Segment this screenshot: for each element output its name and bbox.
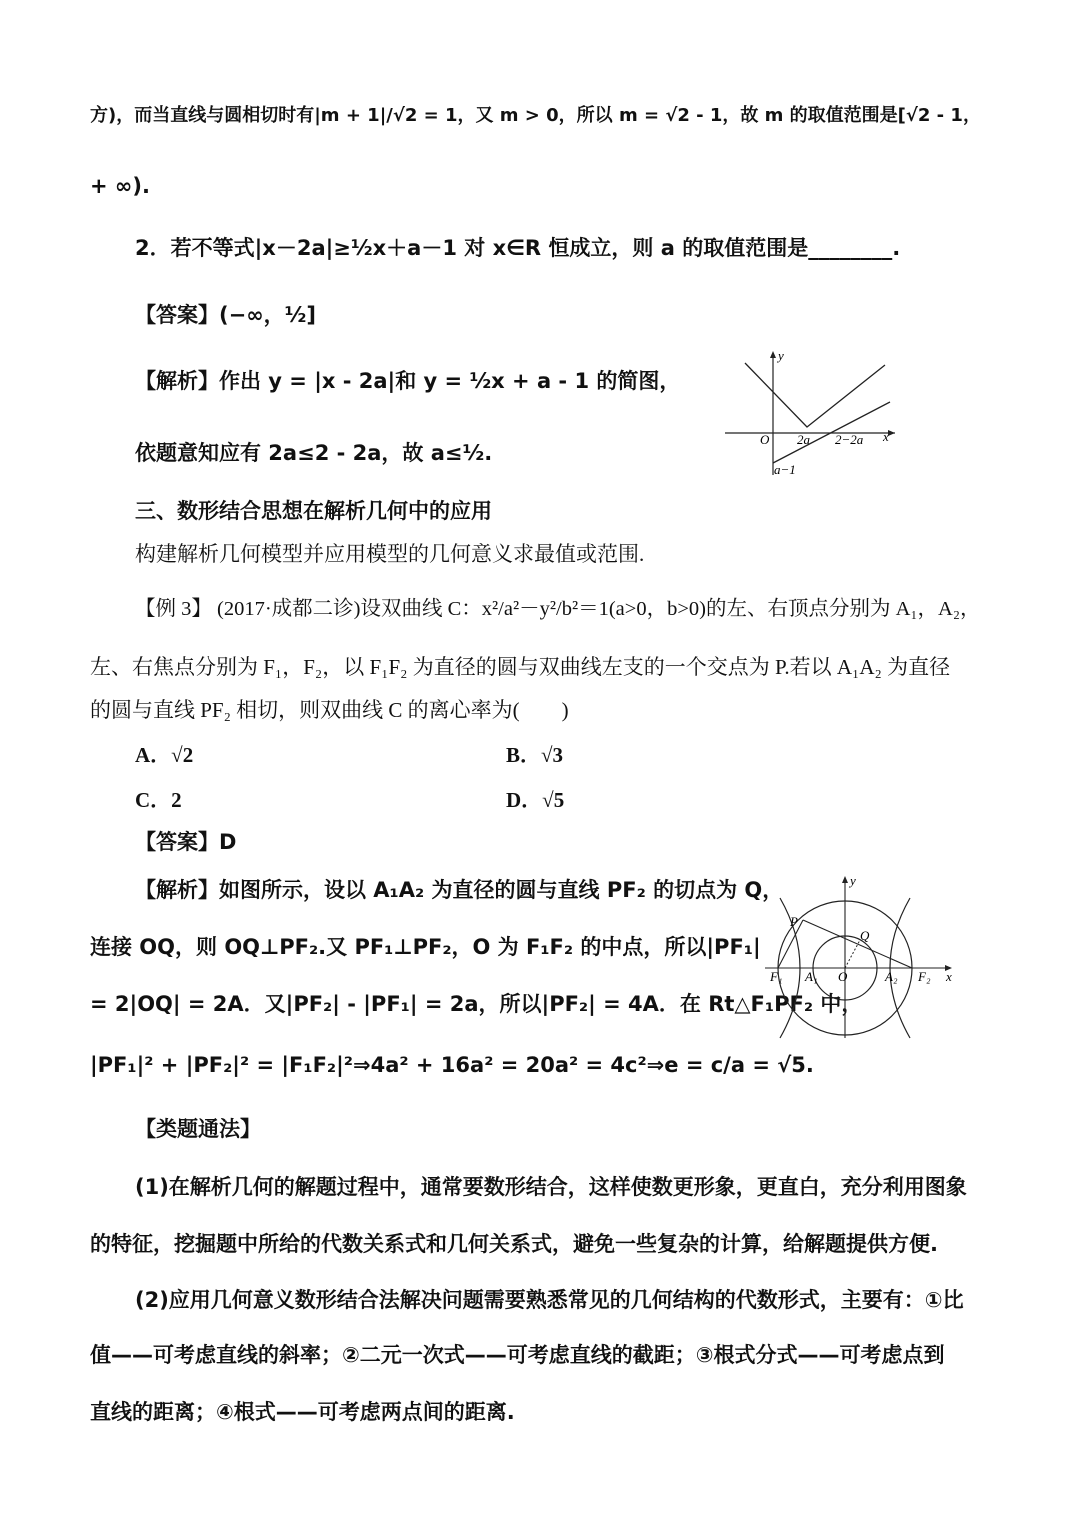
fig2-A2: A₂ — [885, 969, 898, 984]
ex3-line-2: 左、右焦点分别为 F₁，F₂，以 F₁F₂ 为直径的圆与双曲线左支的一个交点为 P.若以 A₁A₂ 为直径 — [90, 655, 951, 679]
q2-analysis-1: 【解析】作出 y = |x - 2a|和 y = ½x + a - 1 的简图， — [135, 369, 681, 393]
abs-graph-line — [745, 363, 885, 427]
fig1-intercept: a−1 — [774, 462, 796, 477]
ex3-option-d: D．√5 — [506, 788, 565, 812]
ex3-line-3: 的圆与直线 PF₂ 相切，则双曲线 C 的离心率为( ) — [90, 698, 569, 722]
fig2-y: y — [850, 873, 856, 888]
ex3-option-b: B．√3 — [506, 743, 564, 767]
method-p1b: 的特征，挖掘题中所给的代数关系式和几何关系式，避免一些复杂的计算，给解题提供方便. — [90, 1232, 938, 1256]
ex3-analysis-2: 连接 OQ，则 OQ⊥PF₂.又 PF₁⊥PF₂，O 为 F₁F₂ 的中点，所以|PF₁| — [90, 935, 761, 959]
ex3-option-c: C．2 — [135, 788, 182, 812]
continuation-line-1: 方)，而当直线与圆相切时有|m + 1|/√2 = 1，又 m > 0，所以 m = √2 - 1，故 m 的取值范围是[√2 - 1， — [90, 105, 981, 126]
method-p2c: 直线的距离；④根式——可考虑两点间的距离. — [90, 1400, 515, 1424]
fig1-tick-2-2a: 2−2a — [835, 432, 864, 447]
fig1-origin: O — [760, 432, 770, 447]
fig1-x-label: x — [883, 429, 889, 444]
method-p1a: (1)在解析几何的解题过程中，通常要数形结合，这样使数更形象，更直白，充分利用图象 — [135, 1175, 967, 1199]
ex3-analysis-1: 【解析】如图所示，设以 A₁A₂ 为直径的圆与直线 PF₂ 的切点为 Q， — [135, 878, 784, 902]
hyperbola-circle-figure — [760, 868, 965, 1043]
fig2-A1: A₁ — [805, 969, 818, 984]
fig1-y-label: y — [778, 348, 784, 363]
fig2-F2: F₂ — [918, 969, 931, 984]
section3-intro: 构建解析几何模型并应用模型的几何意义求最值或范围. — [135, 542, 645, 566]
abs-value-graph — [725, 345, 900, 480]
fig2-x: x — [946, 969, 952, 984]
method-p2a: (2)应用几何意义数形结合法解决问题需要熟悉常见的几何结构的代数形式，主要有：①比 — [135, 1288, 964, 1312]
q2-answer: 【答案】(−∞，½] — [135, 303, 317, 327]
section3-heading: 三、数形结合思想在解析几何中的应用 — [135, 499, 492, 523]
q2-question: 2．若不等式|x－2a|≥½x＋a－1 对 x∈R 恒成立，则 a 的取值范围是________. — [135, 236, 901, 260]
fig2-Q: Q — [860, 928, 870, 943]
ex3-line-1: 【例 3】 (2017·成都二诊)设双曲线 C：x²/a²－y²/b²＝1(a>0，b>0)的左、右顶点分别为 A₁，A₂， — [135, 598, 981, 620]
method-p2b: 值——可考虑直线的斜率；②二元一次式——可考虑直线的截距；③根式分式——可考虑点到 — [90, 1343, 945, 1367]
fig2-O: O — [838, 969, 848, 984]
ex3-analysis-3: = 2|OQ| = 2A．又|PF₂| - |PF₁| = 2a，所以|PF₂| = 4A．在 Rt△F₁PF₂ 中， — [90, 992, 863, 1016]
fig2-P: P — [790, 914, 798, 929]
fig2-F1: F₁ — [770, 969, 783, 984]
q2-analysis-2: 依题意知应有 2a≤2 - 2a，故 a≤½. — [135, 441, 493, 465]
ex3-answer: 【答案】D — [135, 830, 237, 854]
ex3-analysis-4: |PF₁|² + |PF₂|² = |F₁F₂|²⇒4a² + 16a² = 20a² = 4c²⇒e = c/a = √5. — [90, 1053, 814, 1077]
ex3-option-a: A．√2 — [135, 743, 194, 767]
fig1-tick-2a: 2a — [797, 432, 810, 447]
continuation-line-2: + ∞). — [90, 174, 150, 198]
method-heading: 【类题通法】 — [135, 1117, 261, 1141]
